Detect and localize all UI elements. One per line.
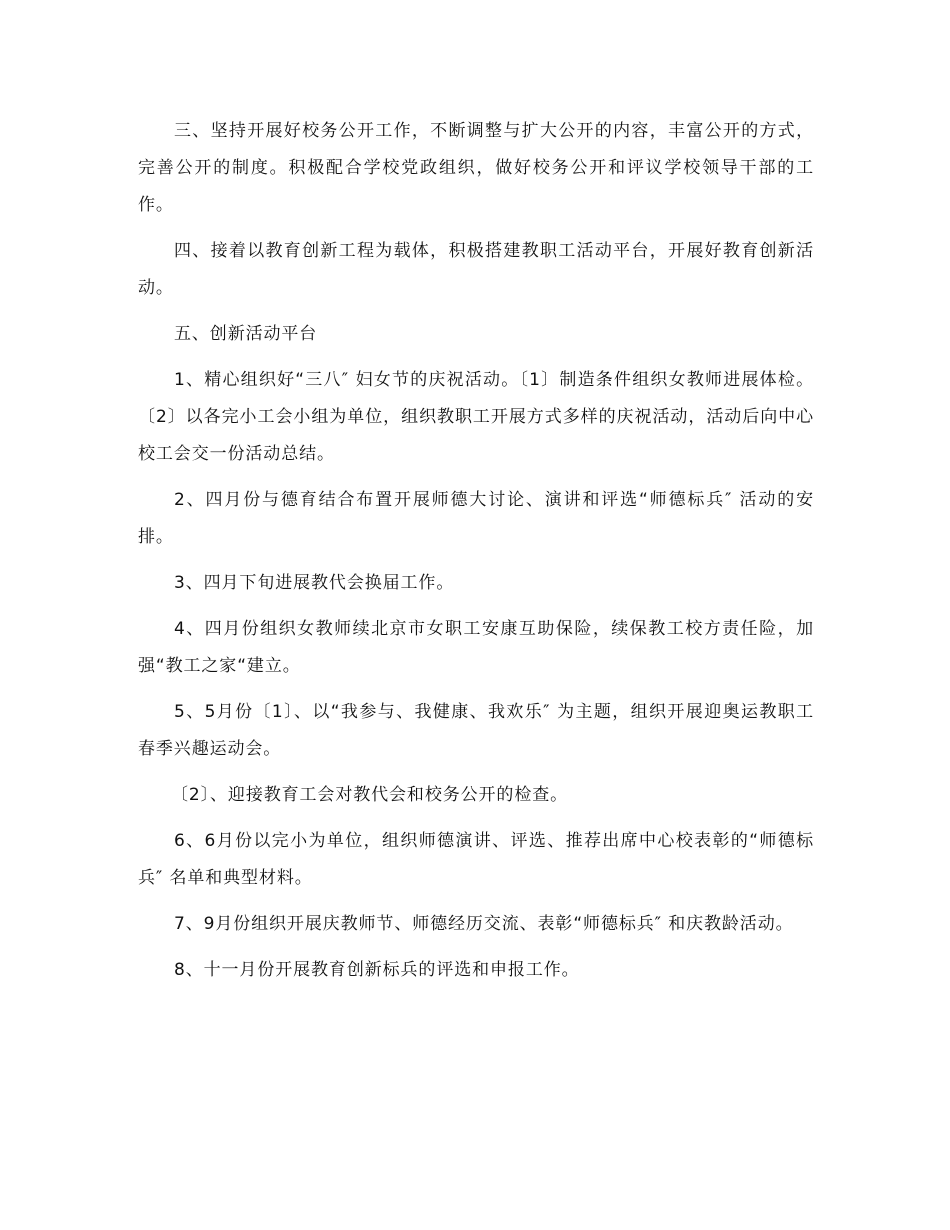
paragraph-item-4: 四、接着以教育创新工程为载体，积极搭建教职工活动平台，开展好教育创新活动。 — [138, 241, 814, 298]
activity-item-5-sub-2: 〔2〕、迎接教育工会对教代会和校务公开的检查。 — [171, 785, 569, 805]
activity-item-5: 5、5月份〔1〕、以“我参与、我健康、我欢乐″ 为主题，组织开展迎奥运教职工春季兴趣运动会。 — [138, 702, 814, 759]
section-heading-5: 五、创新活动平台 — [174, 324, 318, 344]
activity-item-1: 1、精心组织好“三八″ 妇女节的庆祝活动。〔1〕制造条件组织女教师进展体检。〔2〕以各完小工会小组为单位，组织教职工开展方式多样的庆祝活动，活动后向中心校工会交一份活动总结。 — [138, 370, 814, 464]
activity-item-6: 6、6月份以完小为单位，组织师德演讲、评选、推荐出席中心校表彰的“师德标兵″ 名单和典型材料。 — [138, 831, 814, 888]
activity-item-3: 3、四月下旬进展教代会换届工作。 — [174, 573, 455, 593]
document-body — [138, 113, 814, 998]
activity-item-2: 2、四月份与德育结合布置开展师德大讨论、演讲和评选“师德标兵″ 活动的安排。 — [138, 490, 814, 547]
paragraph-item-3: 三、坚持开展好校务公开工作，不断调整与扩大公开的内容，丰富公开的方式，完善公开的制度。积极配合学校党政组织，做好校务公开和评议学校领导干部的工作。 — [138, 121, 814, 215]
activity-item-7: 7、9月份组织开展庆教师节、师德经历交流、表彰“师德标兵″ 和庆教龄活动。 — [174, 914, 794, 934]
activity-item-4: 4、四月份组织女教师续北京市女职工安康互助保险，续保教工校方责任险，加强“教工之家“建立。 — [138, 619, 814, 676]
activity-item-8: 8、十一月份开展教育创新标兵的评选和申报工作。 — [174, 960, 580, 980]
